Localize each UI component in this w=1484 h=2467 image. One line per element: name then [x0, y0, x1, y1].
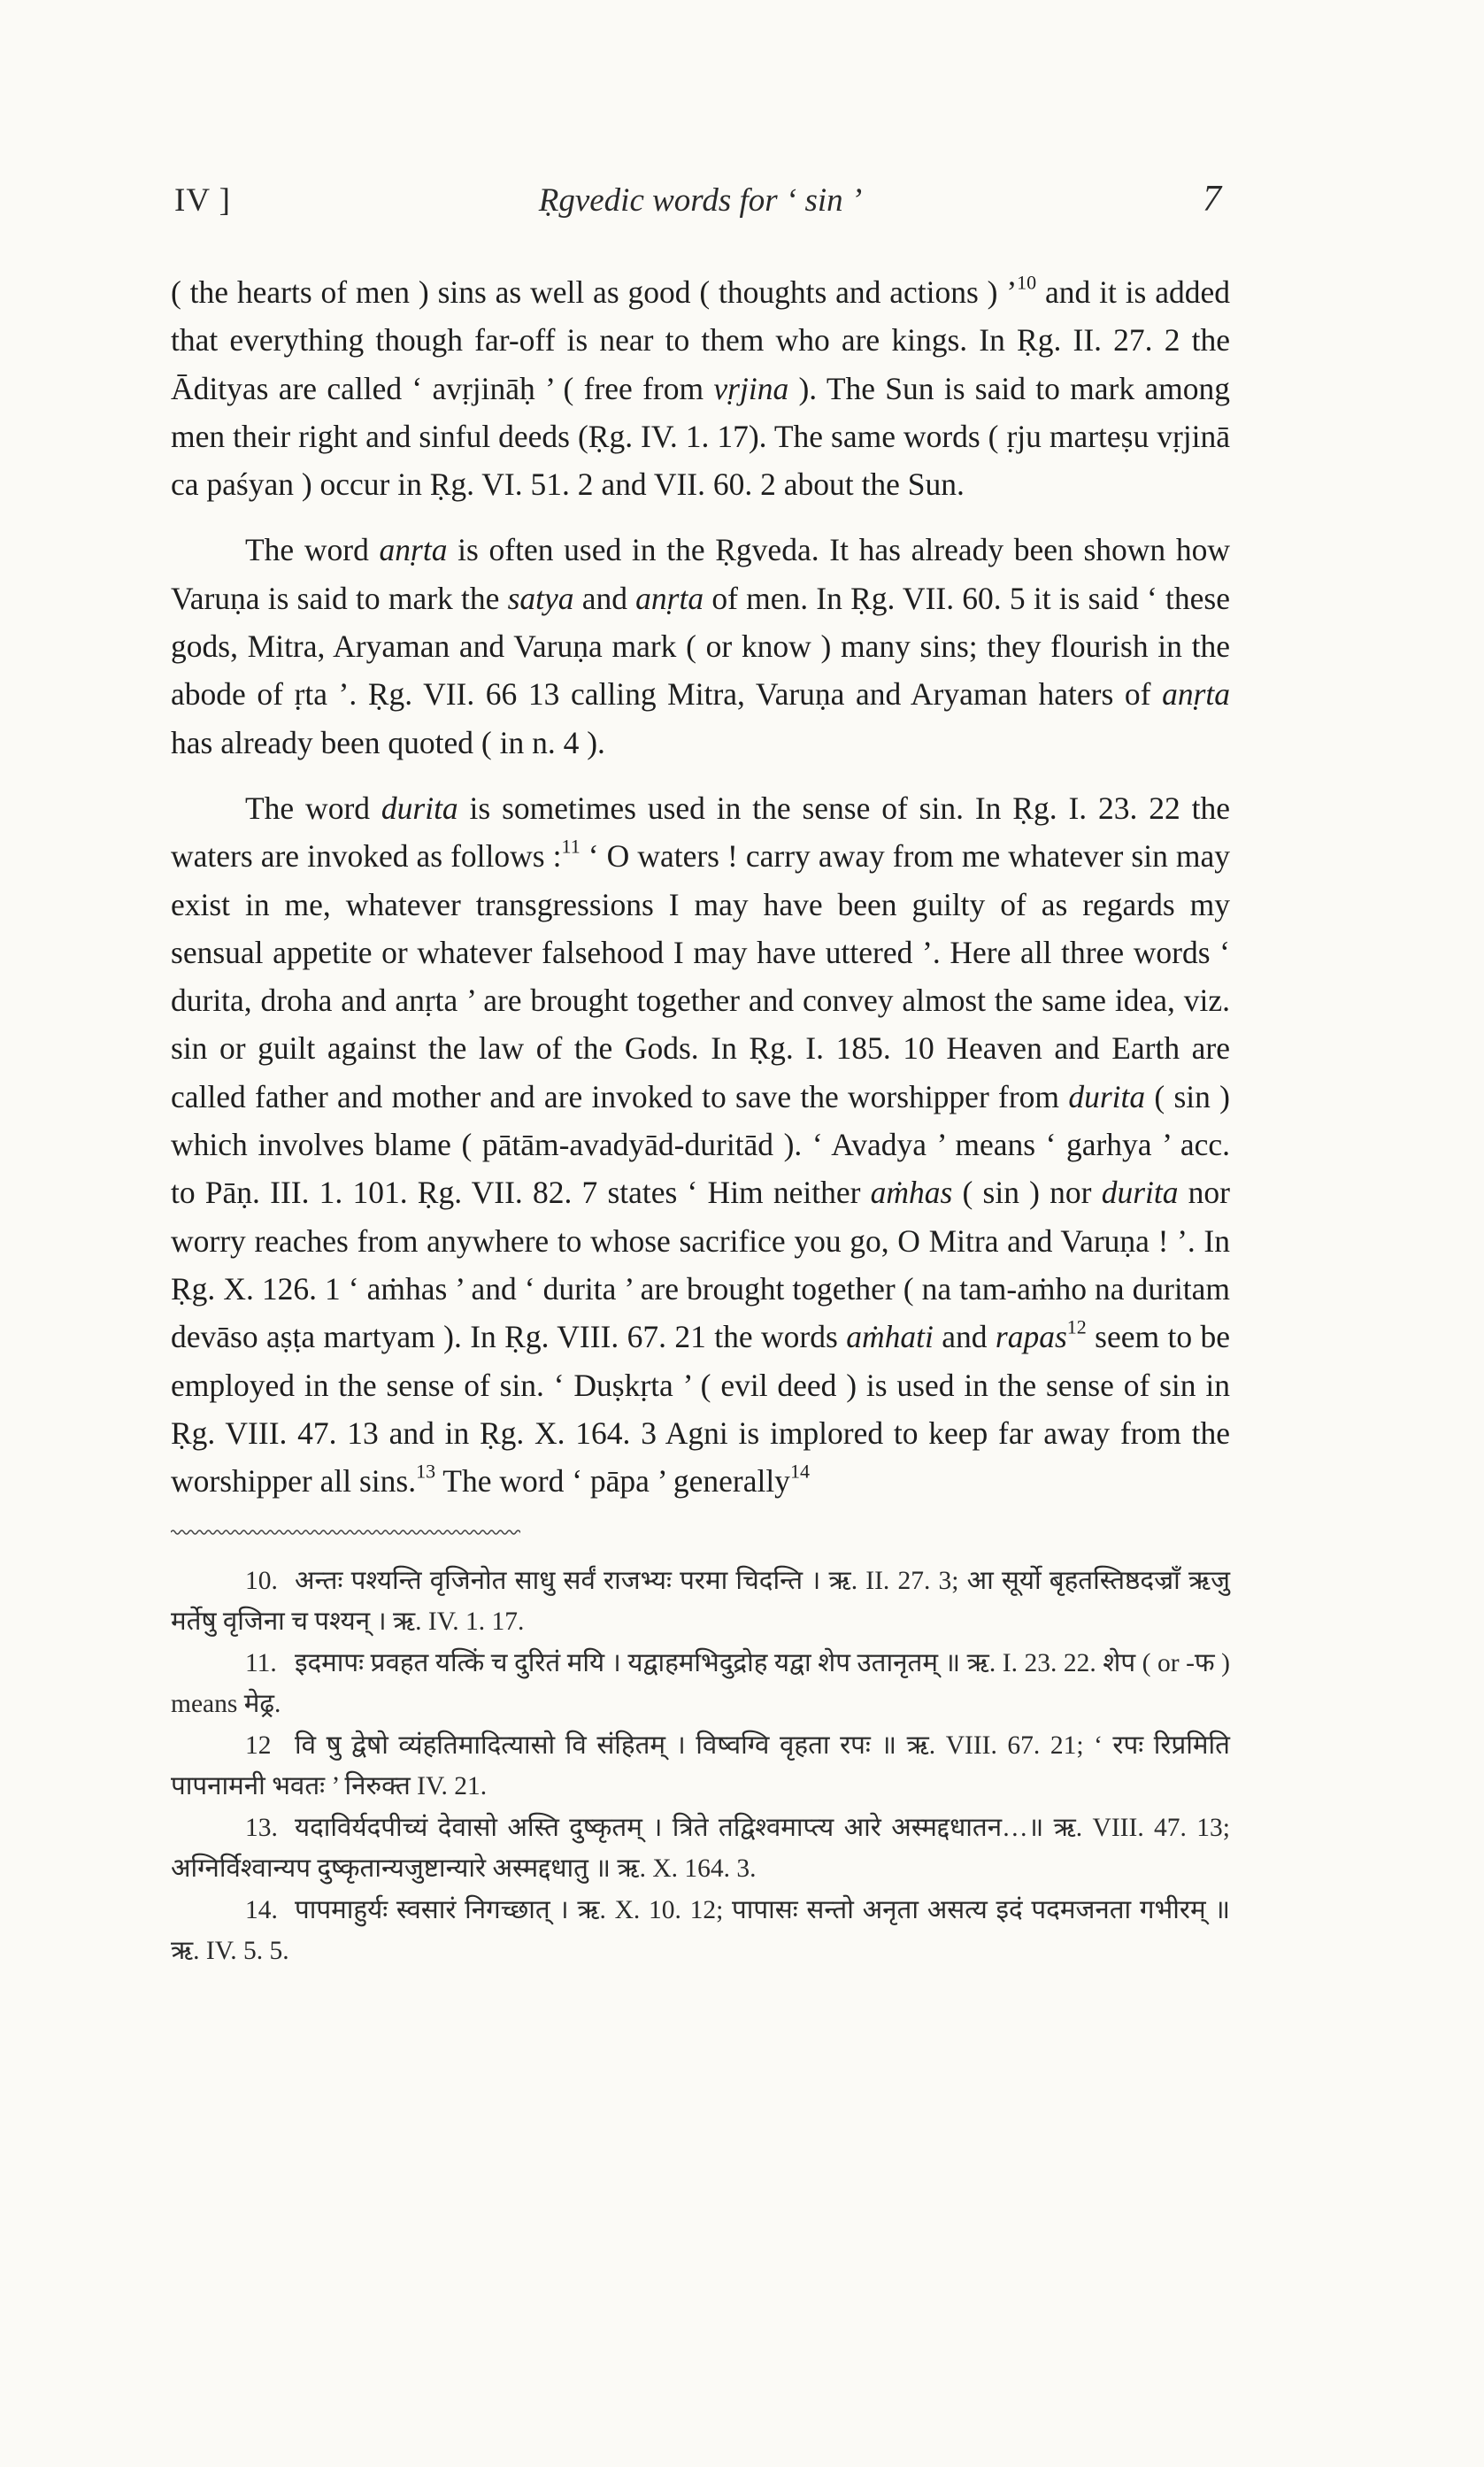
text-run: nor worry reaches from anywhere to whose sacrifice you go, O Mitra and Varuṇa ! ’. In Ṛg. X. 126. 1 ‘ aṁhas ’ and ‘ durita ’ are brought together ( na tam-aṁho na duritam devāso aṣṭa martyam ). In Ṛg. VIII. 67. 21 the words [171, 1175, 1230, 1355]
page-number: 7 [1203, 179, 1221, 220]
italic-term: durita [1101, 1175, 1179, 1211]
text-run: ( the hearts of men ) sins as well as good ( thoughts and actions ) ’ [171, 274, 1018, 310]
footnote-number: 12 [245, 1731, 272, 1761]
footnote-ref: 11 [561, 835, 581, 858]
text-run: has already been quoted ( in n. 4 ). [171, 724, 605, 760]
footnote-ref: 14 [789, 1460, 810, 1483]
italic-term: anṛta [379, 532, 448, 568]
italic-term: satya [507, 580, 574, 616]
text-run: and [933, 1319, 996, 1355]
footnote-ref: 12 [1066, 1315, 1087, 1338]
book-page [171, 181, 1230, 1973]
footnote-text: इदमापः प्रवहत यत्किं च दुरितं मयि । यद्वाहमभिदुद्रोह यद्वा शेप उतानृतम् ॥ ऋ. I. 23. 22. शेप ( or -फ ) means मेढ्र. [171, 1649, 1230, 1718]
italic-term: anṛta [1162, 676, 1230, 713]
text-run: The word ‘ pāpa ’ generally [435, 1463, 790, 1499]
text-run: ( sin ) nor [952, 1175, 1102, 1211]
footnote-text: यदाविर्यदपीच्यं देवासो अस्ति दुष्कृतम् । त्रिते तद्विश्वमाप्त्य आरे अस्मद्दधातन…॥ ऋ. VIII. 47. 13; अग्निर्विश्वान्यप दुष्कृतान्यजुष्टान्यारे अस्मद्दधातु ॥ ऋ. X. 164. 3. [171, 1814, 1230, 1883]
text-run: seem to be employed in the sense of sin. ‘ Duṣkṛta ’ ( evil deed ) is used in the sense of sin in Ṛg. VIII. 47. 13 and in Ṛg. X. 164. 3 Agni is implored to keep far away from the worshipper all sins. [171, 1319, 1231, 1499]
footnote-number: 14. [245, 1896, 278, 1925]
paragraph [171, 526, 1230, 766]
text-run: and [573, 580, 636, 616]
italic-term: rapas [995, 1319, 1067, 1355]
italic-term: anṛta [635, 580, 704, 616]
italic-term: aṁhas [870, 1175, 953, 1211]
italic-term: aṁhati [846, 1319, 934, 1355]
text-run: The word [245, 532, 380, 568]
footnote [171, 1808, 1230, 1889]
text-run: is often used in the Ṛgveda. It has already been shown how Varuṇa is said to mark the [171, 532, 1230, 616]
text-run: ). The Sun is said to mark among men their right and sinful deeds (Ṛg. IV. 1. 17). The same words ( ṛju marteṣu vṛjinā ca paśyan ) occur in Ṛg. VI. 51. 2 and VII. 60. 2 about the Sun. [171, 370, 1231, 503]
footnote-text: अन्तः पश्यन्ति वृजिनोत साधु सर्वं राजभ्यः परमा चिदन्ति । ऋ. II. 27. 3; आ सूर्यो बृहतस्तिष्ठदज्राँ ऋजु मर्तेषु वृजिना च पश्यन् । ऋ. IV. 1. 17. [171, 1567, 1230, 1636]
footnotes [171, 1561, 1230, 1971]
text-run: is sometimes used in the sense of sin. In Ṛg. I. 23. 22 the waters are invoked as follows : [171, 790, 1230, 875]
footnote [171, 1891, 1230, 1971]
running-header [171, 181, 1230, 235]
main-text [171, 268, 1230, 1505]
paragraph [171, 268, 1230, 508]
chapter-marker: IV ] [174, 182, 231, 219]
footnote-number: 11. [245, 1649, 277, 1678]
italic-term: vṛjina [713, 370, 789, 406]
text-run: of men. In Ṛg. VII. 60. 5 it is said ‘ these gods, Mitra, Aryaman and Varuṇa mark ( or know ) many sins; they flourish in the abode of ṛta ’. Ṛg. VII. 66 13 calling Mitra, Varuṇa and Aryaman haters of [171, 580, 1230, 713]
footnote-number: 13. [245, 1814, 278, 1843]
text-run: The word [245, 790, 381, 826]
footnote-text: पापमाहुर्यः स्वसारं निगच्छात् । ऋ. X. 10. 12; पापासः सन्तो अनृता असत्य इदं पदमजनता गभीरम् ॥ ऋ. IV. 5. 5. [171, 1896, 1230, 1965]
paragraph [171, 784, 1230, 1505]
text-run: ‘ O waters ! carry away from me whatever sin may exist in me, whatever transgressions I may have been guilty of as regards my sensual appetite or whatever falsehood I may have uttered ’. Here all three words ‘ durita, droha and anṛta ’ are brought together and convey almost the same idea, viz. sin or guilt against the law of the Gods. In Ṛg. I. 185. 10 Heaven and Earth are called father and mother and are invoked to save the worshipper from [171, 838, 1230, 1114]
footnote [171, 1561, 1230, 1642]
footnote-number: 10. [245, 1567, 278, 1596]
italic-term: durita [381, 790, 458, 826]
footnote-text: वि षु द्वेषो व्यंहतिमादित्यासो वि संहितम् । विष्वग्वि वृहता रपः ॥ ऋ. VIII. 67. 21; ‘ रपः रिप्रमिति पापनामनी भवतः ’ निरुक्त IV. 21. [171, 1731, 1230, 1800]
footnote [171, 1644, 1230, 1724]
footnote-separator [171, 1528, 520, 1537]
footnote-ref: 10 [1017, 271, 1037, 294]
footnote [171, 1726, 1230, 1807]
text-run: and it is added that everything though far-off is near to them who are kings. In Ṛg. II. 27. 2 the Ādityas are called ‘ avṛjināḥ ’ ( free from [171, 274, 1230, 406]
italic-term: durita [1068, 1078, 1146, 1114]
footnote-ref: 13 [416, 1460, 436, 1483]
text-run: ( sin ) which involves blame ( pātām-avadyād-duritād ). ‘ Avadya ’ means ‘ garhya ’ acc. to Pāṇ. III. 1. 101. Ṛg. VII. 82. 7 states ‘ Him neither [171, 1078, 1230, 1211]
running-title: Ṛgvedic words for ‘ sin ’ [538, 182, 863, 219]
